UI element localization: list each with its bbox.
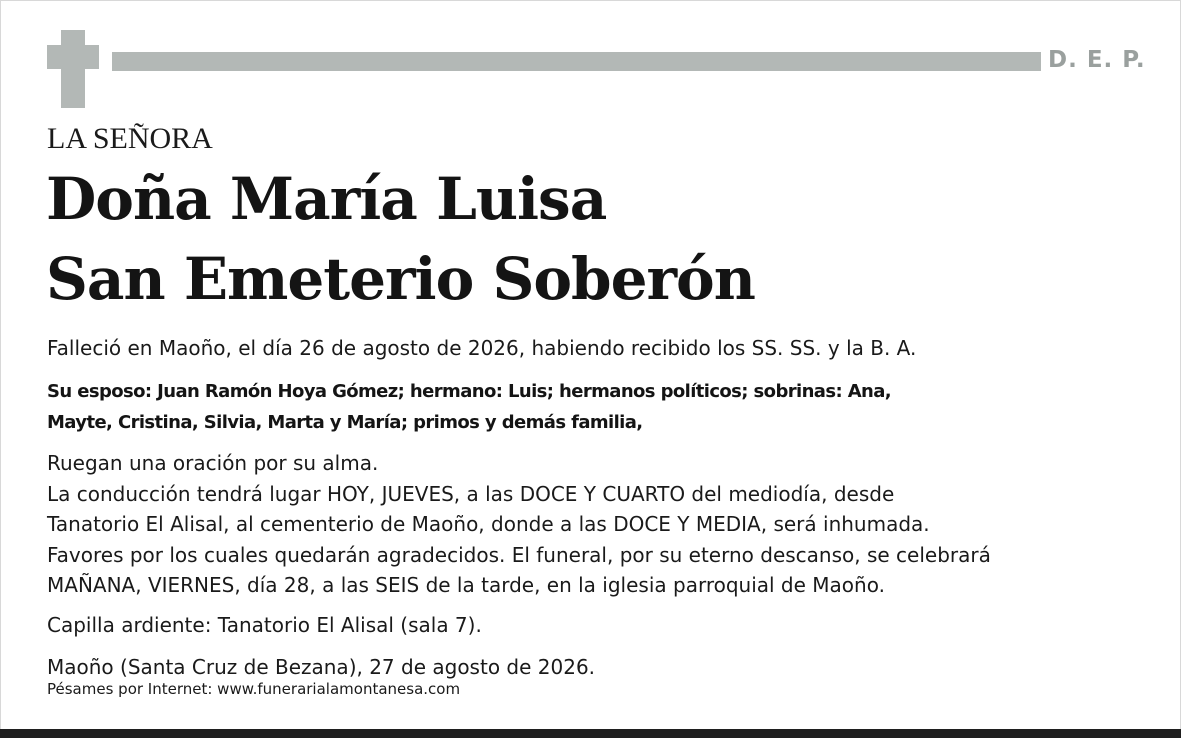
family-line-2: Mayte, Cristina, Silvia, Marta y María; primos y demás familia, <box>47 412 643 433</box>
service-line-5: MAÑANA, VIERNES, día 28, a las SEIS de la tarde, en la iglesia parroquial de Maoño. <box>47 573 885 597</box>
condolences-link[interactable]: Pésames por Internet: www.funerarialamontanesa.com <box>47 680 461 698</box>
header-rule <box>112 52 1041 71</box>
service-line-2: La conducción tendrá lugar HOY, JUEVES, a las DOCE Y CUARTO del mediodía, desde <box>47 482 895 506</box>
dep-label: D. E. P. <box>1048 47 1146 73</box>
honorific: LA SEÑORA <box>47 122 213 155</box>
family-line-1: Su esposo: Juan Ramón Hoya Gómez; hermano: Luis; hermanos políticos; sobrinas: Ana, <box>47 381 892 402</box>
cross-icon <box>61 30 85 108</box>
death-announcement: Falleció en Maoño, el día 26 de agosto de 2026, habiendo recibido los SS. SS. y la B. A. <box>47 336 917 360</box>
chapel-info: Capilla ardiente: Tanatorio El Alisal (sala 7). <box>47 613 482 637</box>
bottom-border <box>0 729 1181 738</box>
cross-icon-bar <box>47 45 99 69</box>
deceased-name-line-1: Doña María Luisa <box>46 165 607 233</box>
family-list <box>47 376 1147 438</box>
service-line-3: Tanatorio El Alisal, al cementerio de Maoño, donde a las DOCE Y MEDIA, será inhumada. <box>47 512 930 536</box>
service-line-1: Ruegan una oración por su alma. <box>47 451 379 475</box>
service-line-4: Favores por los cuales quedarán agradecidos. El funeral, por su eterno descanso, se celebrará <box>47 543 991 567</box>
deceased-name-line-2: San Emeterio Soberón <box>46 245 755 313</box>
place-date: Maoño (Santa Cruz de Bezana), 27 de agosto de 2026. <box>47 655 596 679</box>
